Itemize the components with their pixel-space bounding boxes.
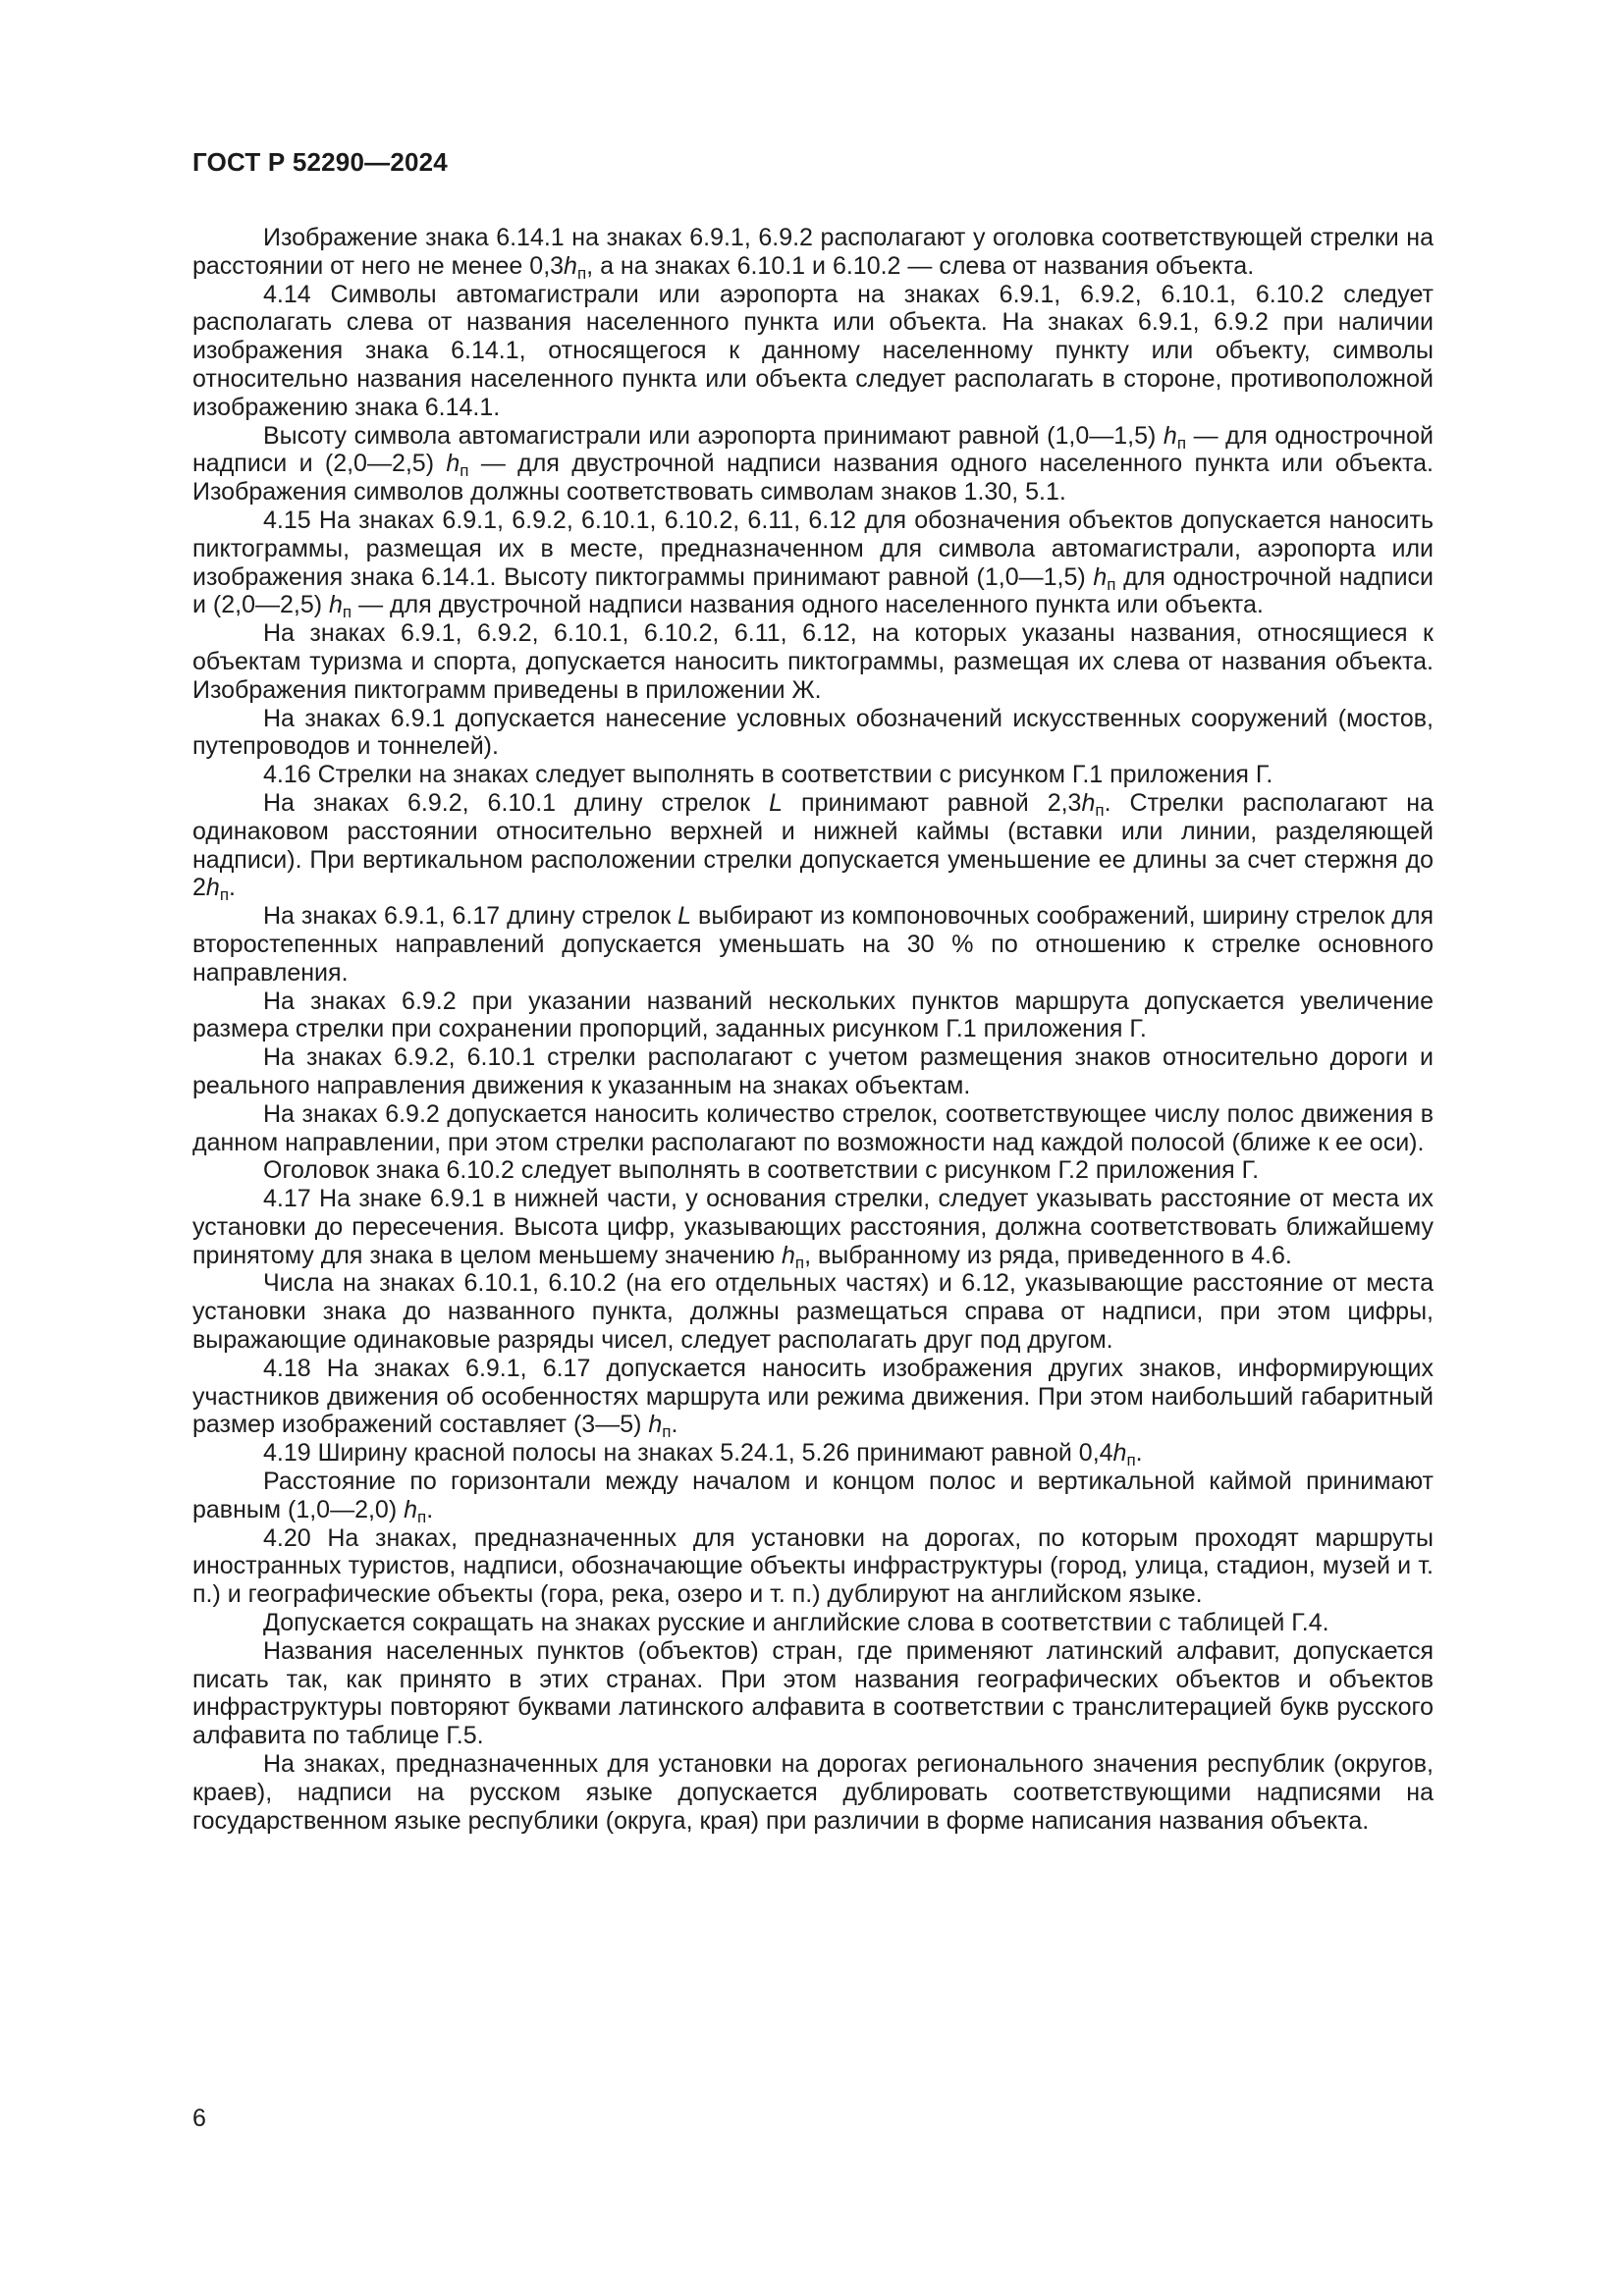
text-run: 4.16 Стрелки на знаках следует выполнять в соответствии с рисунком Г.1 приложения Г. [263,761,1273,789]
text-run: Оголовок знака 6.10.2 следует выполнять в соответствии с рисунком Г.2 приложения Г. [263,1156,1260,1185]
paragraph [192,1524,1434,1609]
text-run: h [205,874,220,902]
paragraph [192,1156,1434,1185]
text-run: На знаках, предназначенных для установки на дорогах регионального значения республик (округов, краев), надписи на русском языке допускается дублировать соответствующими надписями на государственном языке республики (округа, края) при различии в форме написания названия объекта. [192,1750,1434,1835]
text-run: h [1112,1439,1127,1468]
text-run: h [648,1411,663,1439]
text-run: 4.17 На знаке 6.9.1 в нижней части, у основания стрелки, следует указывать расстояние от места их установки до пересечения. Высота цифр, указывающих расстояния, должна соответствовать ближайшему принятому для знака в целом меньшему значению [192,1185,1434,1269]
paragraph [192,281,1434,422]
text-run: Допускается сокращать на знаках русские и английские слова в соответствии с таблицей Г.4. [263,1609,1329,1637]
text-run: Расстояние по горизонтали между началом и концом полос и вертикальной каймой принимают равным (1,0—2,0) [192,1468,1434,1523]
paragraph [192,761,1434,789]
text-run: h [1093,562,1108,591]
text-run: L [677,902,692,931]
paragraph [192,1354,1434,1442]
paragraph [192,705,1434,762]
text-run: принимают равной 2,3 [783,788,1082,817]
text-run: п [219,885,230,905]
body-text [192,224,1434,1835]
text-run: На знаках 6.9.2 при указании названий нескольких пунктов маршрута допускается увеличение размера стрелки при сохранении пропорций, заданных рисунком Г.1 приложения Г. [192,987,1434,1043]
text-run: п [417,1507,427,1526]
text-run: Числа на знаках 6.10.1, 6.10.2 (на его отдельных частях) и 6.12, указывающие расстояние от места установки знака до названного пункта, должны размещаться справа от надписи, при этом цифры, выражающие одинаковые разряды чисел, следует располагать друг под другом. [192,1269,1434,1355]
text-run: Названия населенных пунктов (объектов) стран, где применяют латинский алфавит, допускается писать так, как принято в этих странах. При этом названия географических объектов и объектов инфраструктуры повторяют буквами латинского алфавита в соответствии с транслитерацией букв русского алфавита по таблице Г.5. [192,1636,1434,1750]
text-run: п [1176,433,1187,453]
text-run: п [576,263,587,283]
text-run: п [794,1253,805,1272]
text-run: 4.14 Символы автомагистрали или аэропорта на знаках 6.9.1, 6.9.2, 6.10.1, 6.10.2 следует располагать слева от названия населенного пункта или объекта. На знаках 6.9.1, 6.9.2 при наличии изображения знака 6.14.1, относящегося к данному населенному пункту или объекту, символы относительно названия населенного пункта или объекта следует располагать в стороне, противоположной изображению знака 6.14.1. [192,280,1434,421]
text-run: h [404,1495,418,1523]
paragraph [192,1100,1434,1157]
text-run: п [460,461,469,481]
text-run: . [426,1495,434,1523]
text-run: , а на знаках 6.10.1 и 6.10.2 — слева от названия объекта. [586,251,1255,280]
text-run: , выбранному из ряда, приведенного в 4.6. [804,1241,1292,1269]
text-run: п [1126,1451,1136,1470]
paragraph [192,1750,1434,1835]
paragraph [192,224,1434,281]
text-run: 4.20 На знаках, предназначенных для установки на дорогах, по которым проходят маршруты иностранных туристов, надписи, обозначающие объекты инфраструктуры (город, улица, стадион, музей и т. п.) и географические объекты (гора, река, озеро и т. п.) дублируют на английском языке. [192,1523,1434,1609]
paragraph [192,1185,1434,1272]
paragraph [192,988,1434,1044]
paragraph [192,422,1434,507]
paragraph [192,1637,1434,1750]
document-header: ГОСТ Р 52290—2024 [192,147,448,177]
text-run: h [1163,421,1177,450]
text-run: h [1081,788,1096,817]
text-run: Высоту символа автомагистрали или аэропорта принимают равной (1,0—1,5) [263,421,1164,450]
text-run: . Стрелки располагают на одинаковом расстоянии относительно верхней и нижней каймы (вставки или линии, разделяющей надписи). При вертикальном расположении стрелки допускается уменьшение ее длины за счет стержня до 2 [192,788,1434,902]
text-run: п [342,603,352,622]
text-run: . [671,1411,678,1439]
paragraph [192,1043,1434,1100]
text-run: . [229,874,236,902]
text-run: п [1107,574,1116,594]
text-run: 4.18 На знаках 6.9.1, 6.17 допускается наносить изображения других знаков, информирующих участников движения об особенностях маршрута или режима движения. При этом наибольший габаритный размер изображений составляет (3—5) [192,1354,1434,1439]
page-number: 6 [192,2105,206,2132]
text-run: h [781,1241,795,1269]
text-run: — для однострочной надписи и (2,0—2,5) [192,421,1434,478]
text-run: На знаках 6.9.2, 6.10.1 длину стрелок [263,788,770,817]
text-run: 4.19 Ширину красной полосы на знаках 5.24.1, 5.26 принимают равной 0,4 [263,1439,1113,1468]
paragraph [192,788,1434,905]
text-run: п [1095,800,1105,820]
paragraph [192,1269,1434,1354]
text-run: На знаках 6.9.1, 6.9.2, 6.10.1, 6.10.2, 6.11, 6.12, на которых указаны названия, относящиеся к объектам туризма и спорта, допускается наносить пиктограммы, размещая их слева от названия объекта. Изображения пиктограмм приведены в приложении Ж. [192,619,1434,704]
text-run: На знаках 6.9.1, 6.17 длину стрелок [263,902,678,931]
paragraph [192,1609,1434,1637]
paragraph [192,1468,1434,1524]
text-run: На знаках 6.9.1 допускается нанесение условных обозначений искусственных сооружений (мостов, путепроводов и тоннелей). [192,704,1434,761]
text-run: для однострочной надписи и (2,0—2,5) [192,562,1435,619]
text-run: На знаках 6.9.2, 6.10.1 стрелки располагают с учетом размещения знаков относительно дороги и реального направления движения к указанным на знаках объектам. [192,1043,1434,1099]
paragraph [192,619,1434,704]
paragraph [192,506,1435,622]
text-run: h [564,251,577,280]
text-run: h [446,450,460,478]
text-run: L [769,788,784,817]
text-run: Изображение знака 6.14.1 на знаках 6.9.1, 6.9.2 располагают у оголовка соответствующей стрелки на расстоянии от него не менее 0,3 [192,224,1434,280]
text-run: h [329,591,343,619]
text-run: 4.15 На знаках 6.9.1, 6.9.2, 6.10.1, 6.10.2, 6.11, 6.12 для обозначения объектов допускается наносить пиктограммы, размещая их в месте, предназначенном для символа автомагистрали, аэропорта или изображения знака 6.14.1. Высоту пиктограммы принимают равной (1,0—1,5) [192,506,1434,591]
paragraph [192,902,1434,987]
text-run: . [1135,1439,1143,1468]
text-run: — для двустрочной надписи названия одного населенного пункта или объекта. [352,591,1264,619]
text-run: п [662,1422,672,1442]
paragraph [192,1439,1434,1468]
text-run: выбирают из компоновочных соображений, ширину стрелок для второстепенных направлений допускается уменьшать на 30 % по отношению к стрелке основного направления. [192,902,1434,987]
text-run: На знаках 6.9.2 допускается наносить количество стрелок, соответствующее числу полос движения в данном направлении, при этом стрелки располагают по возможности над каждой полосой (ближе к ее оси). [192,1099,1434,1156]
text-run: — для двустрочной надписи названия одного населенного пункта или объекта. Изображения символов должны соответствовать символам знаков 1.30, 5.1. [192,450,1434,507]
